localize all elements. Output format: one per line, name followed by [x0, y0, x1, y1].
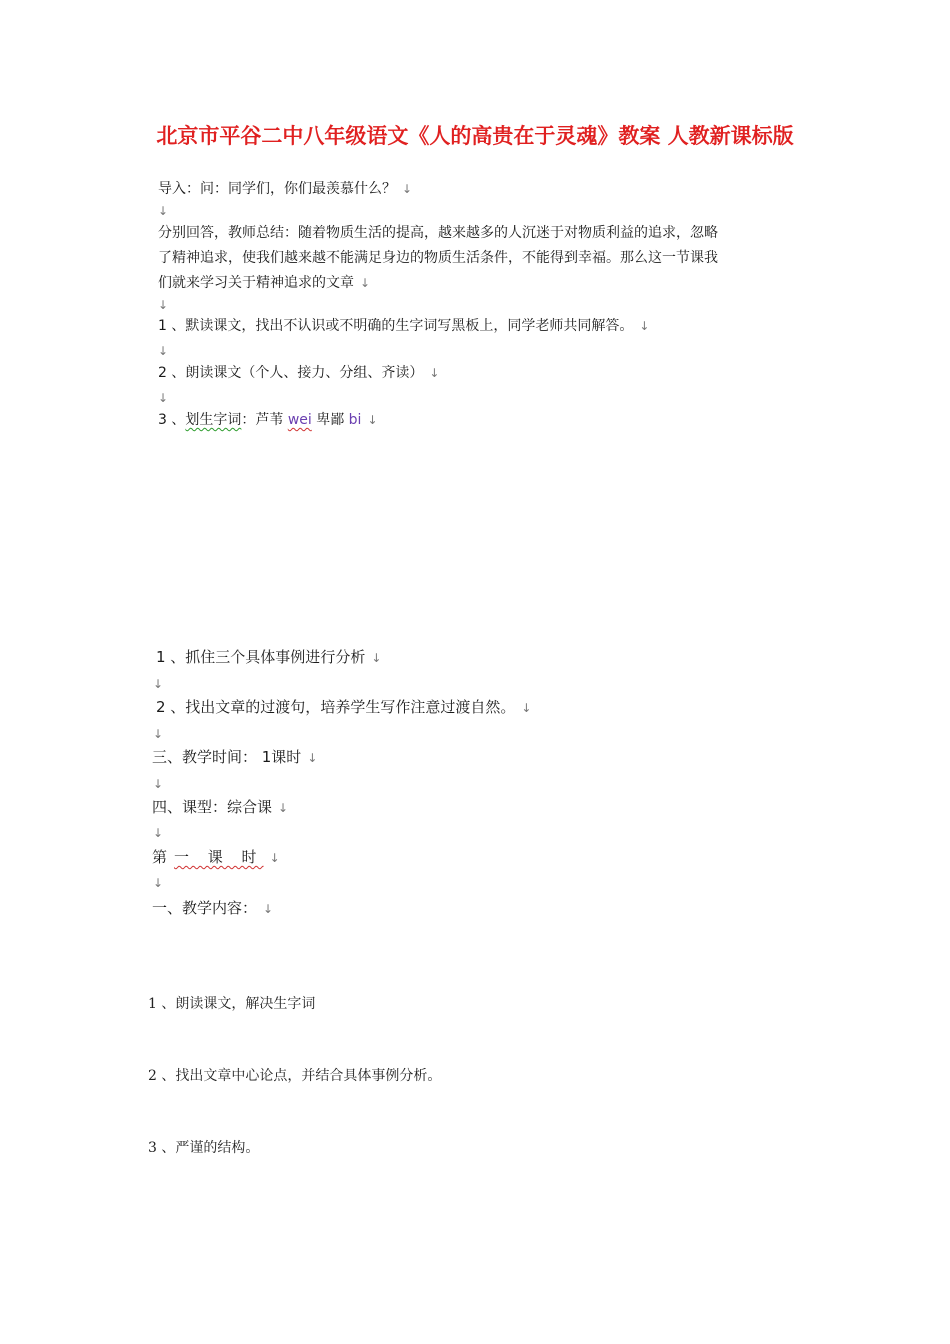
teaching-content-text: 一、教学内容： — [152, 899, 258, 917]
lesson-period-line — [152, 847, 280, 868]
intro-text: 导入：问：同学们，你们最羡慕什么？ — [158, 181, 396, 197]
paragraph-mark-icon: ↓ — [153, 826, 164, 840]
pinyin-bi: bi — [348, 412, 362, 428]
paragraph-mark-icon: ↓ — [153, 677, 164, 691]
paragraph-mark-icon: ↓ — [158, 204, 169, 218]
paragraph-mark-icon: ↓ — [639, 319, 650, 333]
lesson-type-line — [152, 797, 288, 818]
content-item-1: 1 、朗读课文，解决生字词 — [148, 996, 316, 1012]
summary-line-3-wrap — [158, 271, 718, 296]
teaching-time-text: 三、教学时间： 1课时 — [152, 748, 302, 766]
step-1-text: 1 、默读课文，找出不认识或不明确的生字词写黑板上，同学老师共同解答。 — [158, 318, 634, 334]
summary-line-1: 分别回答，教师总结：随着物质生活的提高，越来越多的人沉迷于对物质利益的追求，忽略 — [158, 225, 718, 241]
paragraph-mark-icon: ↓ — [263, 902, 274, 916]
summary-paragraph — [158, 221, 718, 296]
intro-line — [158, 179, 412, 199]
step-3-word1: ：芦苇 — [241, 412, 288, 428]
paragraph-mark-icon: ↓ — [153, 876, 164, 890]
step-2-line — [158, 363, 439, 383]
paragraph-mark-icon: ↓ — [278, 801, 289, 815]
summary-line-3: 们就来学习关于精神追求的文章 — [158, 275, 354, 291]
paragraph-mark-icon: ↓ — [360, 276, 371, 290]
lesson-period-first: 第 — [152, 848, 175, 866]
summary-line-2: 了精神追求，使我们越来越不能满足身边的物质生活条件，不能得到幸福。那么这一节课我 — [158, 250, 718, 266]
step-3-label: 划生字词 — [185, 412, 242, 428]
paragraph-mark-icon: ↓ — [158, 298, 169, 312]
content-item-2: 2 、找出文章中心论点，并结合具体事例分析。 — [148, 1068, 442, 1084]
lesson-period-rest: 一 课 时 — [174, 848, 264, 866]
paragraph-mark-icon: ↓ — [429, 366, 440, 380]
step-3-prefix: 3 、 — [158, 412, 186, 428]
paragraph-mark-icon: ↓ — [153, 727, 164, 741]
paragraph-mark-icon: ↓ — [367, 413, 378, 427]
paragraph-mark-icon: ↓ — [521, 701, 532, 715]
paragraph-mark-icon: ↓ — [158, 344, 169, 358]
pinyin-wei: wei — [287, 412, 312, 428]
point-1-line — [156, 647, 381, 668]
point-2-text: 2 、找出文章的过渡句，培养学生写作注意过渡自然。 — [156, 698, 516, 716]
teaching-time-line — [152, 747, 317, 768]
point-1-text: 1 、抓住三个具体事例进行分析 — [156, 648, 366, 666]
content-item-3: 3 、严谨的结构。 — [148, 1140, 260, 1156]
paragraph-mark-icon: ↓ — [307, 751, 318, 765]
paragraph-mark-icon: ↓ — [402, 182, 413, 196]
paragraph-mark-icon: ↓ — [269, 851, 280, 865]
step-1-line — [158, 316, 649, 336]
paragraph-mark-icon: ↓ — [371, 651, 382, 665]
step-3-line — [158, 410, 378, 430]
paragraph-mark-icon: ↓ — [158, 391, 169, 405]
paragraph-mark-icon: ↓ — [153, 777, 164, 791]
step-2-text: 2 、朗读课文（个人、接力、分组、齐读） — [158, 365, 424, 381]
teaching-content-line — [152, 898, 273, 919]
document-title: 北京市平谷二中八年级语文《人的高贵在于灵魂》教案 人教新课标版 — [156, 124, 794, 148]
step-3-word2: 卑鄙 — [311, 412, 349, 428]
point-2-line — [156, 697, 531, 718]
lesson-type-text: 四、课型：综合课 — [152, 798, 273, 816]
